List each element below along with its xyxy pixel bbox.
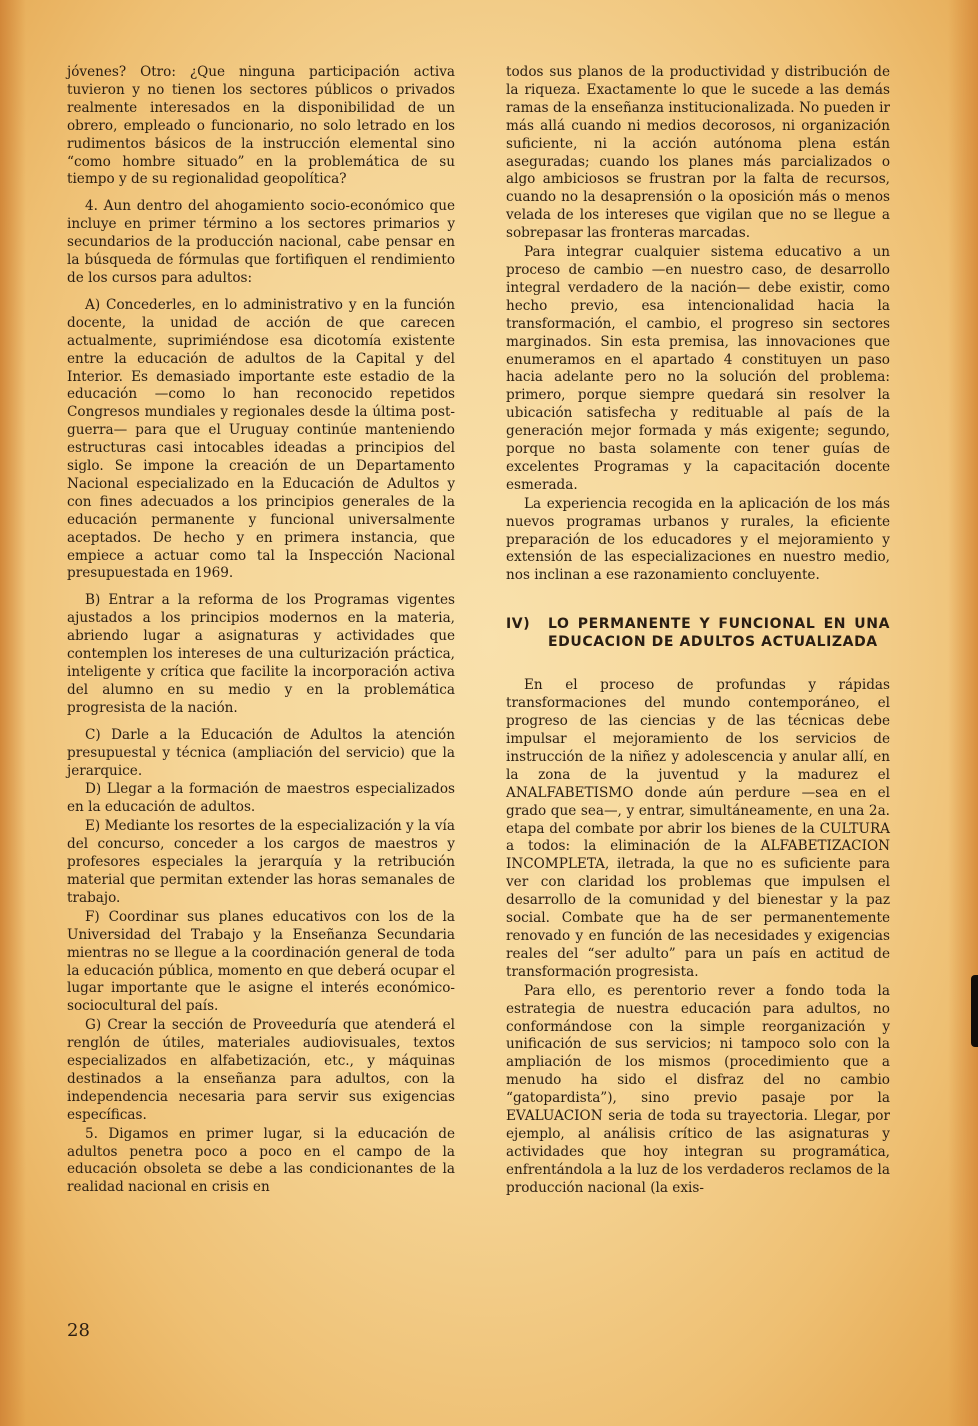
paragraph: 4. Aun dentro del ahogamiento socio-económico que incluye en primer término a los sectores primarios y secundarios de la producción nacional, cabe pensar en la búsqueda de fórmulas que fortifiquen el rendimiento de los cursos para adultos: [67,198,455,286]
paragraph: C) Darle a la Educación de Adultos la atención presupuestal y técnica (ampliación del servicio) que la jerarquice. [67,726,455,779]
paragraph: todos sus planos de la productividad y distribución de la riqueza. Exactamente lo que le sucede a las demás ramas de la enseñanza institucionalizada. No pueden ir más allá cuando ni medios decorosos, ni organización suficiente, ni la acción autónoma plena están aseguradas; cuando los planes más parcializados o algo ambiciosos se frustran por la falta de recursos, cuando no la desaprensión o la oposición más o menos velada de los intereses que vigilan que no se llegue a sobrepasar las fronteras marcadas. [506,64,890,242]
paragraph: A) Concederles, en lo administrativo y en la función docente, la unidad de acción de que carecen actualmente, suprimiéndose esa dicotomía existente entre la educación de adultos de la Capital y del Interior. Es demasiado importante este estadio de la educación —como lo han reconocido repetidos Congresos mundiales y regionales desde la última post-guerra— para que el Uruguay continúe manteniendo estructuras casi intocables ideadas a principios del siglo. Se impone la creación de un Departamento Nacional especializado en la Educación de Adultos y con fines adecuados a los principios generales de la educación permanente y funcional universalmente aceptados. De hecho y en primera instancia, que empiece a actuar como tal la Inspección Nacional presupuestada en 1969. [67,296,455,582]
right-column [506,64,890,1198]
section-heading [506,615,890,651]
page-edge-shadow-left [0,0,26,1426]
paragraph: La experiencia recogida en la aplicación de los más nuevos programas urbanos y rurales, la eficiente preparación de los educadores y el mejoramiento y extensión de las especializaciones en nuestro medio, nos inclinan a ese razonamiento concluyente. [506,495,890,584]
page-tab-mark [971,975,978,1047]
page-edge-shadow-right [948,0,978,1426]
paragraph: D) Llegar a la formación de maestros especializados en la educación de adultos. [67,781,455,816]
paragraph: En el proceso de profundas y rápidas transformaciones del mundo contemporáneo, el progreso de las ciencias y de las técnicas debe impulsar el mejoramiento de los servicios de instrucción de la niñez y adolescencia y anular allí, en la zona de la juventud y la madurez el ANALFABETISMO donde aún perdure —sea en el grado que sea—, y entrar, simultáneamente, en una 2a. etapa del combate por abrir los bienes de la CULTURA a todos: la eliminación de la ALFABETIZACION INCOMPLETA, iletrada, la que no es suficiente para ver con claridad los problemas que impulsen el desarrollo de la comunidad y del bienestar y la paz social. Combate que ha de ser permanentemente renovado y en función de las necesidades y exigencias reales del “ser adulto” para un país en actitud de transformación progresista. [506,677,890,980]
paragraph: Para ello, es perentorio rever a fondo toda la estrategia de nuestra educación para adultos, no conformándose con la simple reorganización y unificación de sus servicios; ni tampoco solo con la ampliación de los mismos (procedimiento que a menudo ha sido el disfraz del no cambio “gatopardista”), sino previo pasaje por la EVALUACION seria de toda su trayectoria. Llegar, por ejemplo, al análisis crítico de las asignaturas y actividades que hoy integran su programática, enfrentándola a la luz de los verdaderos reclamos de la producción nacional (la exis- [506,982,890,1196]
paragraph: 5. Digamos en primer lugar, si la educación de adultos penetra poco a poco en el campo de la educación obsoleta se debe a las condicionantes de la realidad nacional en crisis en [67,1125,455,1196]
paragraph: jóvenes? Otro: ¿Que ninguna participación activa tuvieron y no tienen los sectores públicos o privados realmente interesados en la disponibilidad de un obrero, empleado o funcionario, no solo letrado en los rudimentos básicos de la instrucción elemental sino “como hombre situado” en la problemática de su tiempo y de su regionalidad geopolítica? [67,64,455,188]
left-column [67,64,455,1197]
section-number: IV) [506,616,531,633]
page-number: 28 [67,1320,90,1341]
paragraph: F) Coordinar sus planes educativos con los de la Universidad del Trabajo y la Enseñanza Secundaria mientras no se llegue a la coordinación general de toda la educación pública, momento en que deberá ocupar el lugar importante que le asigne el interés económico-sociocultural del país. [67,908,455,1015]
paragraph: B) Entrar a la reforma de los Programas vigentes ajustados a los principios modernos en la materia, abriendo lugar a asignaturas y actividades que contemplen los intereses de una culturización práctica, inteligente y crítica que facilite la incorporación activa del alumno en su medio y en la problemática progresista de la nación. [67,592,455,716]
paragraph: Para integrar cualquier sistema educativo a un proceso de cambio —en nuestro caso, de desarrollo integral verdadero de la nación— debe existir, como hecho previo, esa intencionalidad hacia la transformación, el cambio, el progreso sin sectores marginados. Sin esta premisa, las innovaciones que enumeramos en el apartado 4 constituyen un paso hacia adelante pero no la solución del problema: primero, porque siempre quedará sin resolver la ubicación satisfecha y redituable al país de la generación mejor formada y más exigente; segundo, porque no basta solamente con tener guías de excelentes Programas y la capacitación docente esmerada. [506,244,890,493]
paragraph: G) Crear la sección de Proveeduría que atenderá el renglón de útiles, materiales audiovisuales, textos especializados en alfabetización, etc., y máquinas destinados a la enseñanza para adultos, con la independencia necesaria para servir sus exigencias específicas. [67,1017,455,1123]
paragraph: E) Mediante los resortes de la especialización y la vía del concurso, conceder a los cargos de maestros y profesores especiales la jerarquía y la retribución material que permitan extender las horas semanales de trabajo. [67,818,455,906]
section-title: LO PERMANENTE Y FUNCIONAL EN UNA EDUCACION DE ADULTOS ACTUALIZADA [548,616,890,651]
